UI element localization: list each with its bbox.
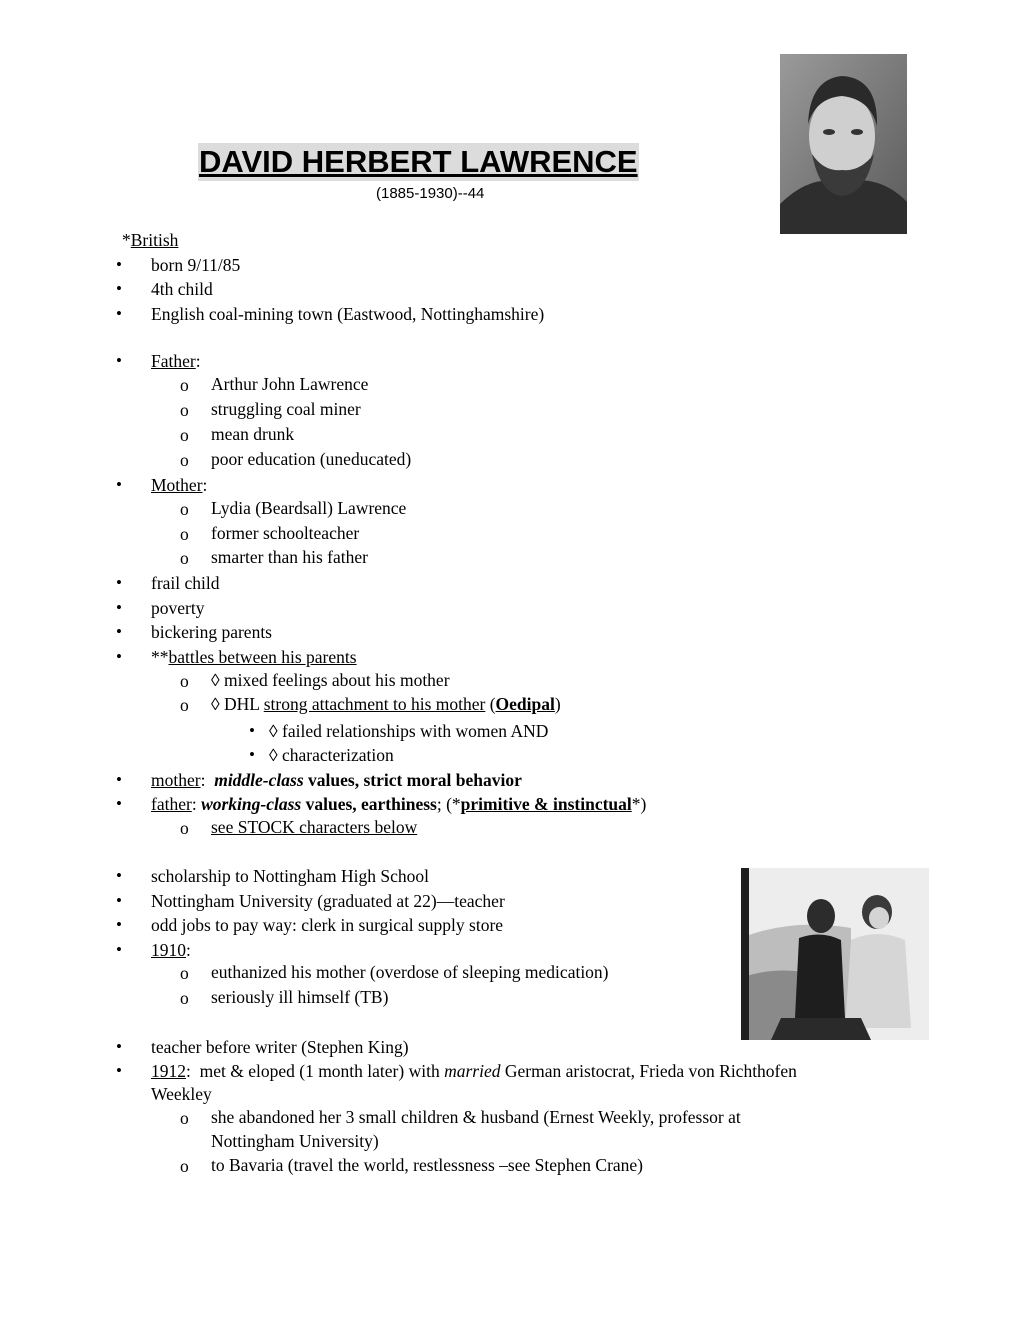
mother-link: mother (151, 770, 201, 790)
bullet-icon: • (116, 622, 122, 641)
text: German aristocrat, Frieda von Richthofen (500, 1061, 797, 1081)
asterisk: * (122, 230, 131, 250)
primitive-text: primitive & instinctual (460, 794, 632, 814)
list-item: she abandoned her 3 small children & husband (Ernest Weekly, professor at (211, 1107, 741, 1127)
text: : (191, 794, 202, 814)
list-item: English coal-mining town (Eastwood, Nottinghamshire) (151, 304, 545, 324)
bullet-icon: • (116, 915, 122, 934)
couple-photo (741, 868, 929, 1040)
list-item: 4th child (151, 279, 213, 299)
bullet-icon: • (116, 891, 122, 910)
list-item: bickering parents (151, 622, 272, 642)
sub-marker: o (180, 963, 189, 983)
sub-marker: o (180, 1156, 189, 1176)
bullet-icon: • (116, 351, 122, 370)
sub-marker: o (180, 818, 189, 838)
see-stock-link: see STOCK characters below (211, 817, 418, 837)
portrait-photo (780, 54, 907, 234)
year-1912-label: 1912 (151, 1061, 186, 1081)
list-item: Lydia (Beardsall) Lawrence (211, 498, 407, 518)
list-item-continued: Weekley (151, 1084, 212, 1104)
sub-marker: o (180, 499, 189, 519)
sub-marker: o (180, 524, 189, 544)
bullet-icon: • (116, 940, 122, 959)
list-item: ◊ mixed feelings about his mother (211, 670, 450, 690)
text: ) (554, 694, 561, 714)
father-link: father (151, 794, 192, 814)
sub-marker: o (180, 1108, 189, 1128)
text: values, earthiness (301, 794, 437, 814)
bullet-icon: • (116, 770, 122, 789)
bullet-icon: • (249, 745, 255, 764)
attachment-text: strong attachment to his mother (263, 694, 486, 714)
text: ; (* (436, 794, 461, 814)
father-label: Father (151, 351, 196, 371)
list-item: smarter than his father (211, 547, 368, 567)
mother-label: Mother (151, 475, 203, 495)
list-item: seriously ill himself (TB) (211, 987, 389, 1007)
father-values-line (151, 793, 646, 815)
text: ◊ DHL (211, 694, 264, 714)
sub-marker: o (180, 695, 189, 715)
bullet-icon: • (116, 647, 122, 666)
list-item: mean drunk (211, 424, 295, 444)
bullet-icon: • (116, 304, 122, 323)
text: ( (485, 694, 496, 714)
life-dates: (1885-1930)--44 (376, 185, 485, 202)
text: *) (631, 794, 647, 814)
bullet-icon: • (116, 255, 122, 274)
list-item: poor education (uneducated) (211, 449, 412, 469)
list-item: to Bavaria (travel the world, restlessness –see Stephen Crane) (211, 1155, 644, 1175)
colon: : (195, 351, 201, 371)
married-text: married (444, 1061, 501, 1081)
list-item: struggling coal miner (211, 399, 361, 419)
father-heading (151, 350, 201, 372)
mother-heading (151, 474, 207, 496)
sub-marker: o (180, 375, 189, 395)
sub-marker: o (180, 400, 189, 420)
list-item: Nottingham University (graduated at 22)—teacher (151, 891, 505, 911)
list-item: Arthur John Lawrence (211, 374, 369, 394)
text: : met & eloped (1 month later) with (186, 1061, 445, 1081)
battles-heading (151, 646, 357, 668)
sub-marker: o (180, 450, 189, 470)
list-item: born 9/11/85 (151, 255, 241, 275)
bullet-icon: • (116, 598, 122, 617)
bullet-icon: • (116, 866, 122, 885)
mother-values-line (151, 769, 522, 791)
list-item: ◊ characterization (269, 745, 394, 765)
attachment-line (211, 693, 561, 715)
list-item: ◊ failed relationships with women AND (269, 721, 549, 741)
list-item: scholarship to Nottingham High School (151, 866, 430, 886)
list-item: poverty (151, 598, 205, 618)
list-item-continued: Nottingham University) (211, 1131, 379, 1151)
bullet-icon: • (249, 721, 255, 740)
colon: : (202, 475, 208, 495)
text: : (200, 770, 215, 790)
year-1910-heading (151, 939, 191, 961)
list-item: frail child (151, 573, 220, 593)
bullet-icon: • (116, 475, 122, 494)
year-1912-line (151, 1060, 797, 1082)
british-label: British (130, 230, 179, 250)
sub-marker: o (180, 988, 189, 1008)
oedipal-text: Oedipal (495, 694, 555, 714)
bullet-icon: • (116, 573, 122, 592)
double-asterisk: ** (151, 647, 169, 667)
sub-marker: o (180, 425, 189, 445)
colon: : (186, 940, 191, 960)
bullet-icon: • (116, 1037, 122, 1056)
bullet-icon: • (116, 794, 122, 813)
list-item: teacher before writer (Stephen King) (151, 1037, 409, 1057)
sub-marker: o (180, 548, 189, 568)
list-item: former schoolteacher (211, 523, 360, 543)
battles-label: battles between his parents (168, 647, 357, 667)
working-class-text: working-class (201, 794, 302, 814)
year-1910-label: 1910 (151, 940, 186, 960)
page-title: DAVID HERBERT LAWRENCE (199, 144, 638, 179)
middle-class-text: middle-class (214, 770, 304, 790)
text: values, strict moral behavior (303, 770, 522, 790)
sub-marker: o (180, 671, 189, 691)
list-item: odd jobs to pay way: clerk in surgical supply store (151, 915, 504, 935)
list-item: euthanized his mother (overdose of sleeping medication) (211, 962, 609, 982)
bullet-icon: • (116, 1061, 122, 1080)
bullet-icon: • (116, 279, 122, 298)
british-heading (122, 229, 178, 251)
